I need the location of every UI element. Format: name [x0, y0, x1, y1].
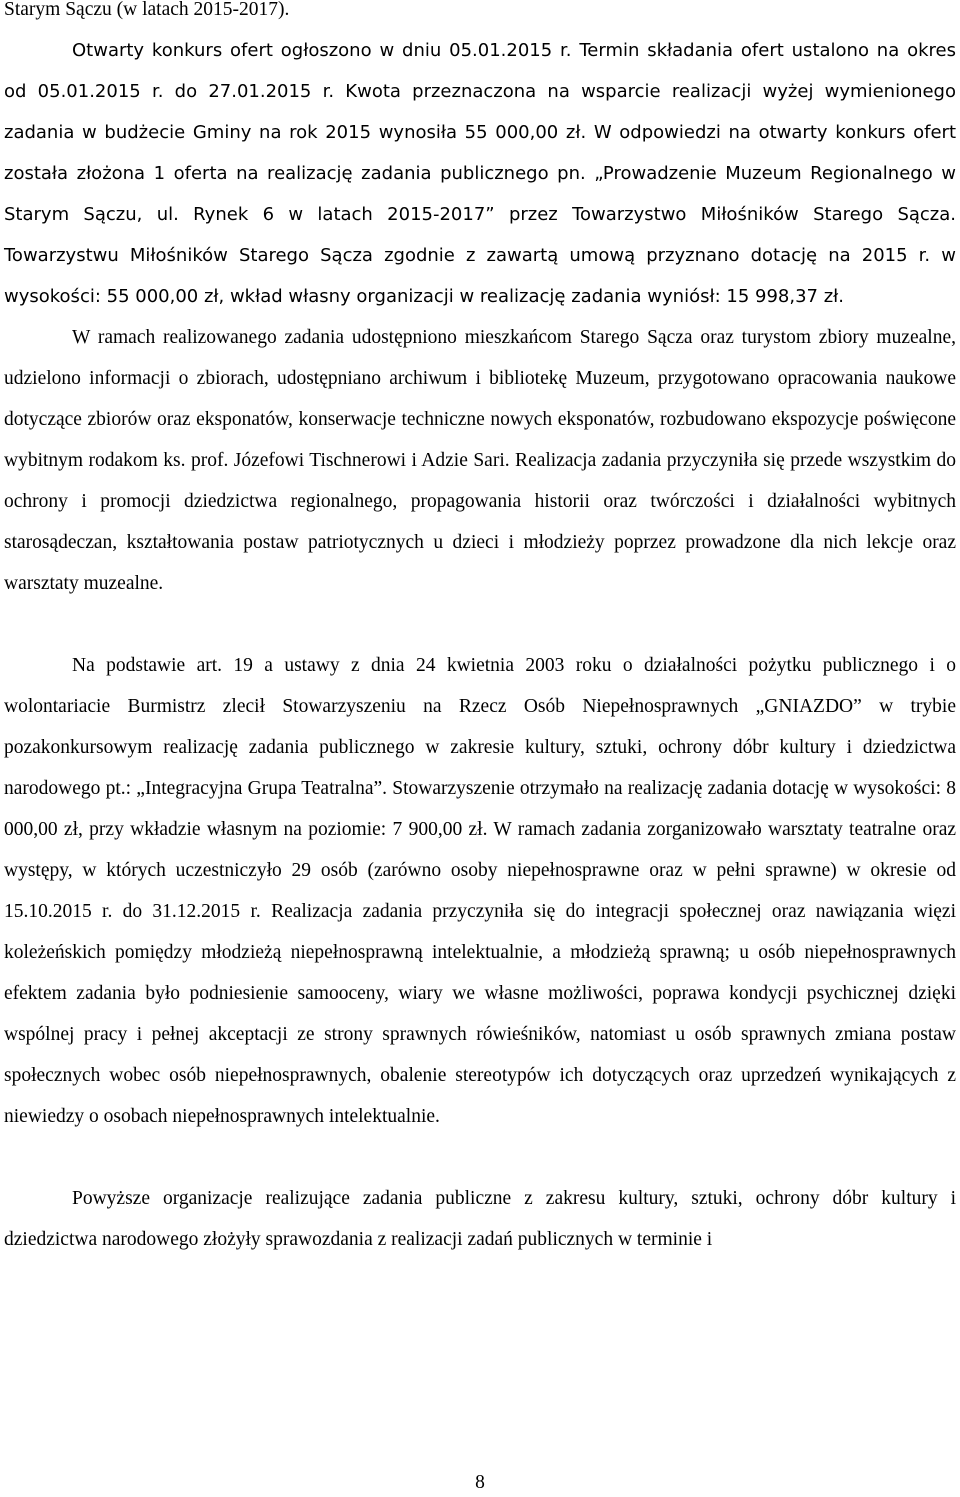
paragraph-competition: Otwarty konkurs ofert ogłoszono w dniu 05.01.2015 r. Termin składania ofert ustalono na okres od 05.01.2015 r. do 27.01.2015 r. Kwota przeznaczona na wsparcie realizacji wyżej wymienionego zadania w budżecie Gminy na rok 2015 wynosiła 55 000,00 zł. W odpowiedzi na otwarty konkurs ofert została złożona 1 oferta na realizację zadania publicznego pn. „Prowadzenie Muzeum Regionalnego w Starym Sączu, ul. Rynek 6 w latach 2015-2017” przez Towarzystwo Miłośników Starego Sącza. Towarzystwu Miłośników Starego Sącza zgodnie z zawartą umową przyznano dotację na 2015 r. w wysokości: 55 000,00 zł, wkład własny organizacji w realizację zadania wyniósł: 15 998,37 zł.: [4, 40, 956, 307]
paragraph-gniazdo: Na podstawie art. 19 a ustawy z dnia 24 kwietnia 2003 roku o działalności pożytku publicznego i o wolontariacie Burmistrz zlecił Stowarzyszeniu na Rzecz Osób Niepełnosprawnych „GNIAZDO” w trybie pozakonkursowym realizację zadania publicznego w zakresie kultury, sztuki, ochrony dóbr kultury i dziedzictwa narodowego pt.: „Integracyjna Grupa Teatralna”. Stowarzyszenie otrzymało na realizację zadania dotację w wysokości: 8 000,00 zł, przy wkładzie własnym na poziomie: 7 900,00 zł. W ramach zadania zorganizowało warsztaty teatralne oraz występy, w których uczestniczyło 29 osób (zarówno osoby niepełnosprawne oraz w pełni sprawne) w okresie od 15.10.2015 r. do 31.12.2015 r. Realizacja zadania przyczyniła się do integracji społecznej oraz nawiązania więzi koleżeńskich pomiędzy młodzieżą niepełnosprawną intelektualnie, a młodzieżą sprawną; u osób niepełnosprawnych efektem zadania było podniesienie samooceny, wiary we własne możliwości, poprawa kondycji psychicznej dzięki wspólnej pracy i pełnej akceptacji ze strony sprawnych rówieśników, natomiast u osób sprawnych zmiana postaw społecznych wobec osób niepełnosprawnych, obalenie stereotypów ich dotyczących oraz uprzedzeń wynikających z niewiedzy o osobach niepełnosprawnych intelektualnie.: [4, 655, 956, 1127]
paragraph-continuation: Starym Sączu (w latach 2015-2017).: [4, 0, 290, 20]
paragraph-reports: Powyższe organizacje realizujące zadania publiczne z zakresu kultury, sztuki, ochrony dóbr kultury i dziedzictwa narodowego złożyły sprawozdania z realizacji zadań publicznych w terminie i: [4, 1188, 956, 1250]
page-number: 8: [475, 1472, 485, 1493]
paragraph-museum: W ramach realizowanego zadania udostępniono mieszkańcom Starego Sącza oraz turystom zbiory muzealne, udzielono informacji o zbiorach, udostępniano archiwum i bibliotekę Muzeum, przygotowano opracowania naukowe dotyczące zbiorów oraz eksponatów, konserwacje techniczne nowych eksponatów, rozbudowano ekspozycje poświęcone wybitnym rodakom ks. prof. Józefowi Tischnerowi i Adzie Sari. Realizacja zadania przyczyniła się przede wszystkim do ochrony i promocji dziedzictwa regionalnego, propagowania historii oraz twórczości i działalności wybitnych starosądeczan, kształtowania postaw patriotycznych u dzieci i młodzieży poprzez prowadzone dla nich lekcje oraz warsztaty muzealne.: [4, 327, 956, 594]
